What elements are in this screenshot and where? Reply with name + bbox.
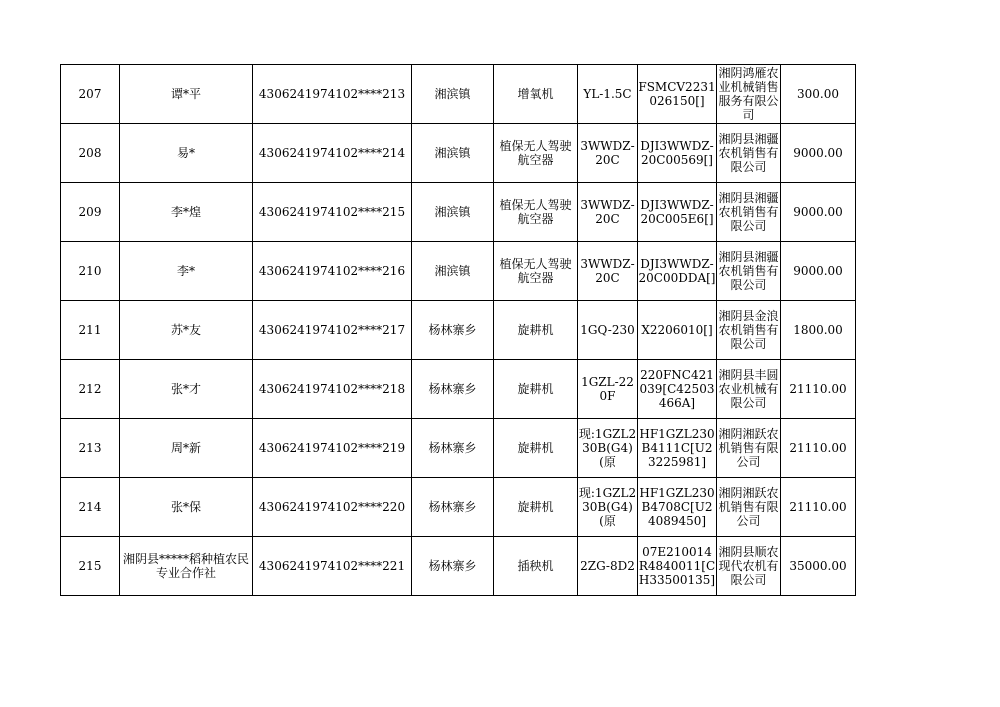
seller-name-cell (717, 301, 781, 360)
subsidy-amount-cell (781, 537, 856, 596)
township: 杨林寨乡 (428, 559, 477, 573)
subsidy-amount-cell (781, 183, 856, 242)
township: 湘滨镇 (434, 205, 471, 219)
subsidy-amount-cell (781, 360, 856, 419)
row-number: 207 (78, 87, 102, 101)
subsidy-amount: 21110.00 (789, 500, 847, 514)
subsidy-amount: 21110.00 (789, 441, 847, 455)
id-number: 4306241974102****217 (258, 323, 406, 337)
subsidy-amount-cell (781, 478, 856, 537)
serial-number-cell (638, 124, 717, 183)
table-row (61, 65, 856, 124)
recipient-name-cell (120, 183, 253, 242)
machine-type: 植保无人驾驶航空器 (499, 198, 572, 226)
township: 杨林寨乡 (428, 323, 477, 337)
seller-name: 湘阴鸿雁农业机械销售服务有限公司 (718, 66, 779, 122)
row-number: 213 (78, 441, 102, 455)
serial-number: FSMCV2231026150[] (638, 80, 716, 108)
seller-name: 湘阴县湘疆农机销售有限公司 (718, 191, 779, 233)
id-number: 4306241974102****221 (258, 559, 406, 573)
subsidy-amount: 9000.00 (793, 205, 843, 219)
model-number: 现:1GZL230B(G4)(原 (578, 486, 637, 528)
township-cell (412, 242, 494, 301)
subsidy-amount-cell (781, 242, 856, 301)
row-number: 208 (78, 146, 102, 160)
id-number: 4306241974102****216 (258, 264, 406, 278)
machine-type-cell (494, 183, 578, 242)
row-number: 214 (78, 500, 102, 514)
serial-number: DJI3WWDZ-20C005E6[] (640, 198, 714, 226)
seller-name-cell (717, 124, 781, 183)
township-cell (412, 183, 494, 242)
recipient-name: 谭*平 (170, 87, 201, 101)
recipient-name-cell (120, 419, 253, 478)
recipient-name: 苏*友 (170, 323, 201, 337)
subsidy-amount-cell (781, 419, 856, 478)
model-number: 3WWDZ-20C (580, 139, 635, 167)
id-number: 4306241974102****220 (258, 500, 406, 514)
serial-number-cell (638, 419, 717, 478)
row-number-cell (61, 537, 120, 596)
model-number-cell (578, 183, 638, 242)
model-number-cell (578, 478, 638, 537)
serial-number: DJI3WWDZ-20C00DDA[] (638, 257, 716, 285)
row-number-cell (61, 419, 120, 478)
subsidy-amount: 9000.00 (793, 146, 843, 160)
serial-number: DJI3WWDZ-20C00569[] (640, 139, 714, 167)
machine-type-cell (494, 301, 578, 360)
township: 湘滨镇 (434, 87, 471, 101)
row-number: 212 (78, 382, 102, 396)
serial-number-cell (638, 478, 717, 537)
seller-name: 湘阴县湘疆农机销售有限公司 (718, 132, 779, 174)
row-number-cell (61, 478, 120, 537)
row-number: 209 (78, 205, 102, 219)
recipient-name: 张*保 (170, 500, 201, 514)
subsidy-amount: 35000.00 (789, 559, 847, 573)
serial-number: HF1GZL230B4708C[U24089450] (639, 486, 715, 528)
recipient-name: 周*新 (170, 441, 201, 455)
id-number-cell (253, 478, 412, 537)
machine-type: 植保无人驾驶航空器 (499, 257, 572, 285)
recipient-name-cell (120, 65, 253, 124)
model-number-cell (578, 242, 638, 301)
subsidy-amount-cell (781, 301, 856, 360)
seller-name: 湘阴县湘疆农机销售有限公司 (718, 250, 779, 292)
model-number-cell (578, 537, 638, 596)
recipient-name-cell (120, 537, 253, 596)
serial-number: HF1GZL230B4111C[U23225981] (639, 427, 715, 469)
table-row (61, 537, 856, 596)
row-number: 215 (78, 559, 102, 573)
row-number-cell (61, 242, 120, 301)
model-number-cell (578, 65, 638, 124)
seller-name: 湘阴县顺农现代农机有限公司 (718, 545, 779, 587)
id-number-cell (253, 419, 412, 478)
seller-name: 湘阴湘跃农机销售有限公司 (718, 427, 779, 469)
seller-name-cell (717, 360, 781, 419)
machine-type: 旋耕机 (517, 382, 554, 396)
seller-name-cell (717, 478, 781, 537)
table-row (61, 360, 856, 419)
row-number-cell (61, 301, 120, 360)
machine-type-cell (494, 360, 578, 419)
table-row (61, 301, 856, 360)
row-number-cell (61, 65, 120, 124)
id-number-cell (253, 360, 412, 419)
township-cell (412, 301, 494, 360)
model-number-cell (578, 419, 638, 478)
machine-type: 旋耕机 (517, 500, 554, 514)
township: 湘滨镇 (434, 264, 471, 278)
id-number: 4306241974102****219 (258, 441, 406, 455)
machine-type-cell (494, 419, 578, 478)
seller-name-cell (717, 537, 781, 596)
township-cell (412, 419, 494, 478)
recipient-name: 李* (176, 264, 195, 278)
model-number: 3WWDZ-20C (580, 198, 635, 226)
id-number-cell (253, 65, 412, 124)
machine-type-cell (494, 242, 578, 301)
machine-type: 旋耕机 (517, 323, 554, 337)
model-number: 现:1GZL230B(G4)(原 (578, 427, 637, 469)
subsidy-amount-cell (781, 124, 856, 183)
table-row (61, 124, 856, 183)
table-row (61, 478, 856, 537)
township: 杨林寨乡 (428, 382, 477, 396)
machine-type-cell (494, 65, 578, 124)
id-number-cell (253, 124, 412, 183)
township-cell (412, 537, 494, 596)
id-number: 4306241974102****218 (258, 382, 406, 396)
model-number-cell (578, 360, 638, 419)
serial-number-cell (638, 537, 717, 596)
machine-type: 旋耕机 (517, 441, 554, 455)
township-cell (412, 478, 494, 537)
model-number-cell (578, 301, 638, 360)
id-number: 4306241974102****213 (258, 87, 406, 101)
model-number-cell (578, 124, 638, 183)
row-number: 211 (78, 323, 102, 337)
recipient-name-cell (120, 242, 253, 301)
subsidy-amount: 1800.00 (793, 323, 843, 337)
township: 湘滨镇 (434, 146, 471, 160)
subsidy-table (60, 64, 856, 596)
serial-number-cell (638, 242, 717, 301)
recipient-name: 湘阴县*****稻种植农民专业合作社 (122, 552, 249, 580)
recipient-name-cell (120, 360, 253, 419)
seller-name: 湘阴县丰圆农业机械有限公司 (718, 368, 779, 410)
subsidy-amount: 9000.00 (793, 264, 843, 278)
township-cell (412, 360, 494, 419)
row-number-cell (61, 183, 120, 242)
serial-number: X2206010[] (641, 323, 713, 337)
recipient-name-cell (120, 301, 253, 360)
table-row (61, 242, 856, 301)
seller-name: 湘阴湘跃农机销售有限公司 (718, 486, 779, 528)
model-number: YL-1.5C (583, 87, 632, 101)
recipient-name: 张*才 (170, 382, 201, 396)
row-number: 210 (78, 264, 102, 278)
row-number-cell (61, 360, 120, 419)
model-number: 3WWDZ-20C (580, 257, 635, 285)
serial-number-cell (638, 360, 717, 419)
serial-number: 07E210014R4840011[CH33500135] (638, 545, 716, 587)
township-cell (412, 65, 494, 124)
table-row (61, 183, 856, 242)
id-number: 4306241974102****214 (258, 146, 406, 160)
machine-type: 植保无人驾驶航空器 (499, 139, 572, 167)
recipient-name: 易* (176, 146, 195, 160)
row-number-cell (61, 124, 120, 183)
machine-type: 增氧机 (517, 87, 554, 101)
id-number-cell (253, 183, 412, 242)
id-number-cell (253, 242, 412, 301)
id-number-cell (253, 537, 412, 596)
machine-type-cell (494, 537, 578, 596)
machine-type-cell (494, 478, 578, 537)
seller-name-cell (717, 419, 781, 478)
subsidy-amount: 300.00 (797, 87, 839, 101)
township: 杨林寨乡 (428, 500, 477, 514)
subsidy-amount-cell (781, 65, 856, 124)
subsidy-amount: 21110.00 (789, 382, 847, 396)
seller-name-cell (717, 242, 781, 301)
machine-type: 插秧机 (517, 559, 554, 573)
seller-name-cell (717, 65, 781, 124)
seller-name: 湘阴县金浪农机销售有限公司 (718, 309, 779, 351)
model-number: 2ZG-8D2 (580, 559, 635, 573)
recipient-name-cell (120, 124, 253, 183)
serial-number-cell (638, 183, 717, 242)
township-cell (412, 124, 494, 183)
recipient-name-cell (120, 478, 253, 537)
table-row (61, 419, 856, 478)
seller-name-cell (717, 183, 781, 242)
serial-number-cell (638, 301, 717, 360)
id-number-cell (253, 301, 412, 360)
serial-number: 220FNC421039[C42503466A] (639, 368, 715, 410)
model-number: 1GZL-220F (581, 375, 634, 403)
model-number: 1GQ-230 (580, 323, 635, 337)
id-number: 4306241974102****215 (258, 205, 406, 219)
township: 杨林寨乡 (428, 441, 477, 455)
machine-type-cell (494, 124, 578, 183)
serial-number-cell (638, 65, 717, 124)
recipient-name: 李*煌 (170, 205, 201, 219)
